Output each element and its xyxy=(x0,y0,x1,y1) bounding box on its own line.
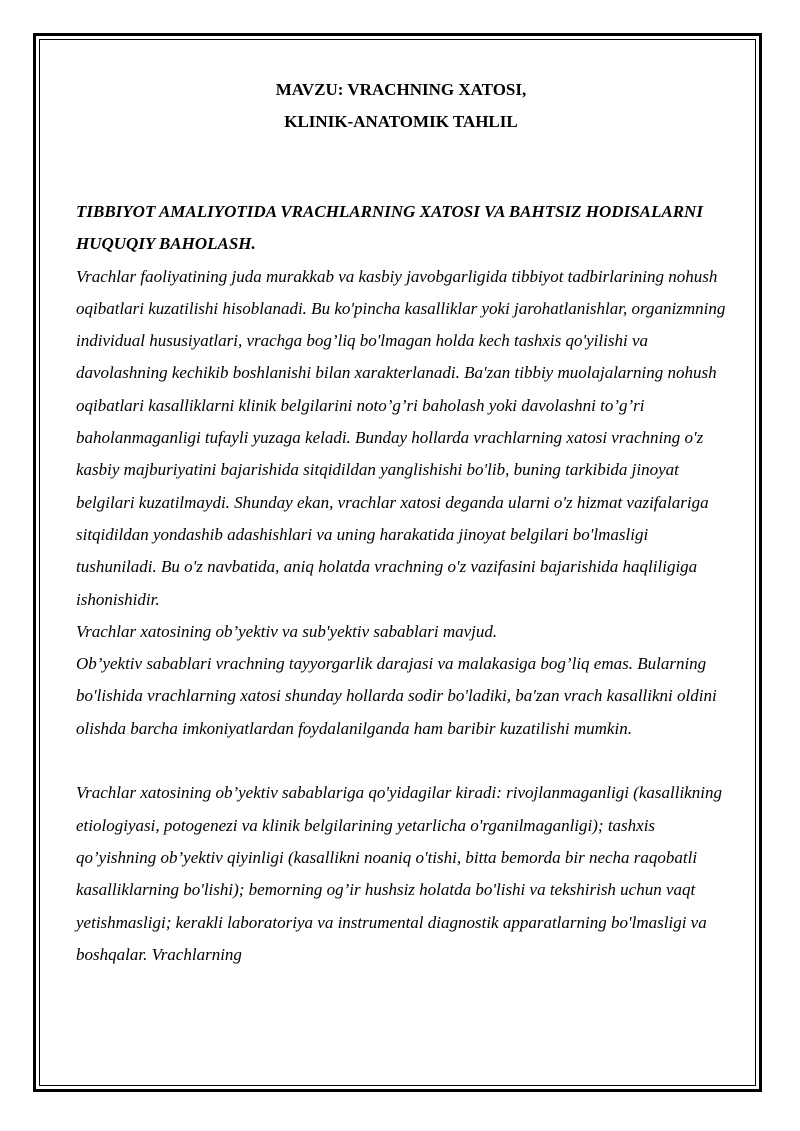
paragraph-1: Vrachlar faoliyatining juda murakkab va kasbiy javobgarligida tibbiyot tadbirlarining nohush oqibatlari kuzatilishi hisoblanadi. Bu ko'pincha kasalliklar yoki jarohatlanishlar, organizmning individual hususiyatlari, vrachga bog’liq bo'lmagan holda kech tashxis qo'yilishi va davolashning kechikib boshlanishi bilan xarakterlanadi. Ba'zan tibbiy muolajalarning nohush oqibatlari kasalliklarni klinik belgilarini noto’g’ri baholash yoki davolashni to’g’ri baholanmaganligi tufayli yuzaga keladi. Bunday hollarda vrachlarning xatosi vrachning o'z kasbiy majburiyatini bajarishida sitqidildan yanglishishi bo'lib, buning tarkibida jinoyat belgilari kuzatilmaydi. Shunday ekan, vrachlar xatosi deganda ularni o'z hizmat vazifalariga sitqidildan yondashib adashishlari va uning harakatida jinoyat belgilari bo'lmasligi tushuniladi. Bu o'z navbatida, aniq holatda vrachning o'z vazifasini bajarishida haqliligiga ishonishidir. xyxy=(76,266,726,609)
blank-line xyxy=(76,745,726,777)
paragraph-4: Vrachlar xatosining ob’yektiv sabablariga qo'yidagilar kiradi: rivojlanmaganligi (kasallikning etiologiyasi, potogenezi va klinik belgilarining yetarlicha o'rganilmaganligi); tashxis qo’yishning ob’yektiv qiyinligi (kasallikni noaniq o'tishi, bitta bemorda bir necha raqobatli kasalliklarning bo'lishi); bemorning og’ir hushsiz holatda bo'lishi va tekshirish uchun vaqt yetishmasligi; kerakli laboratoriya va instrumental diagnostik apparatlarning bo'lmasligi va boshqalar. Vrachlarning xyxy=(76,783,722,964)
document-body xyxy=(76,74,726,971)
paragraph-3: Ob’yektiv sabablari vrachning tayyorgarlik darajasi va malakasiga bog’liq emas. Bularning bo'lishida vrachlarning xatosi shunday hollarda sodir bo'ladiki, ba'zan vrach kasallikni oldini olishda barcha imkoniyatlardan foydalanilganda ham baribir kuzatilishi mumkin. xyxy=(76,654,717,738)
document-title-line-2: KLINIK-ANATOMIK TAHLIL xyxy=(284,112,518,131)
section-heading: TIBBIYOT AMALIYOTIDA VRACHLARNING XATOSI VA BAHTSIZ HODISALARNI HUQUQIY BAHOLASH. xyxy=(76,202,703,254)
paragraph-2: Vrachlar xatosining ob’yektiv va sub'yektiv sabablari mavjud. xyxy=(76,621,498,641)
document-title-line-1: MAVZU: VRACHNING XATOSI, xyxy=(275,80,527,99)
